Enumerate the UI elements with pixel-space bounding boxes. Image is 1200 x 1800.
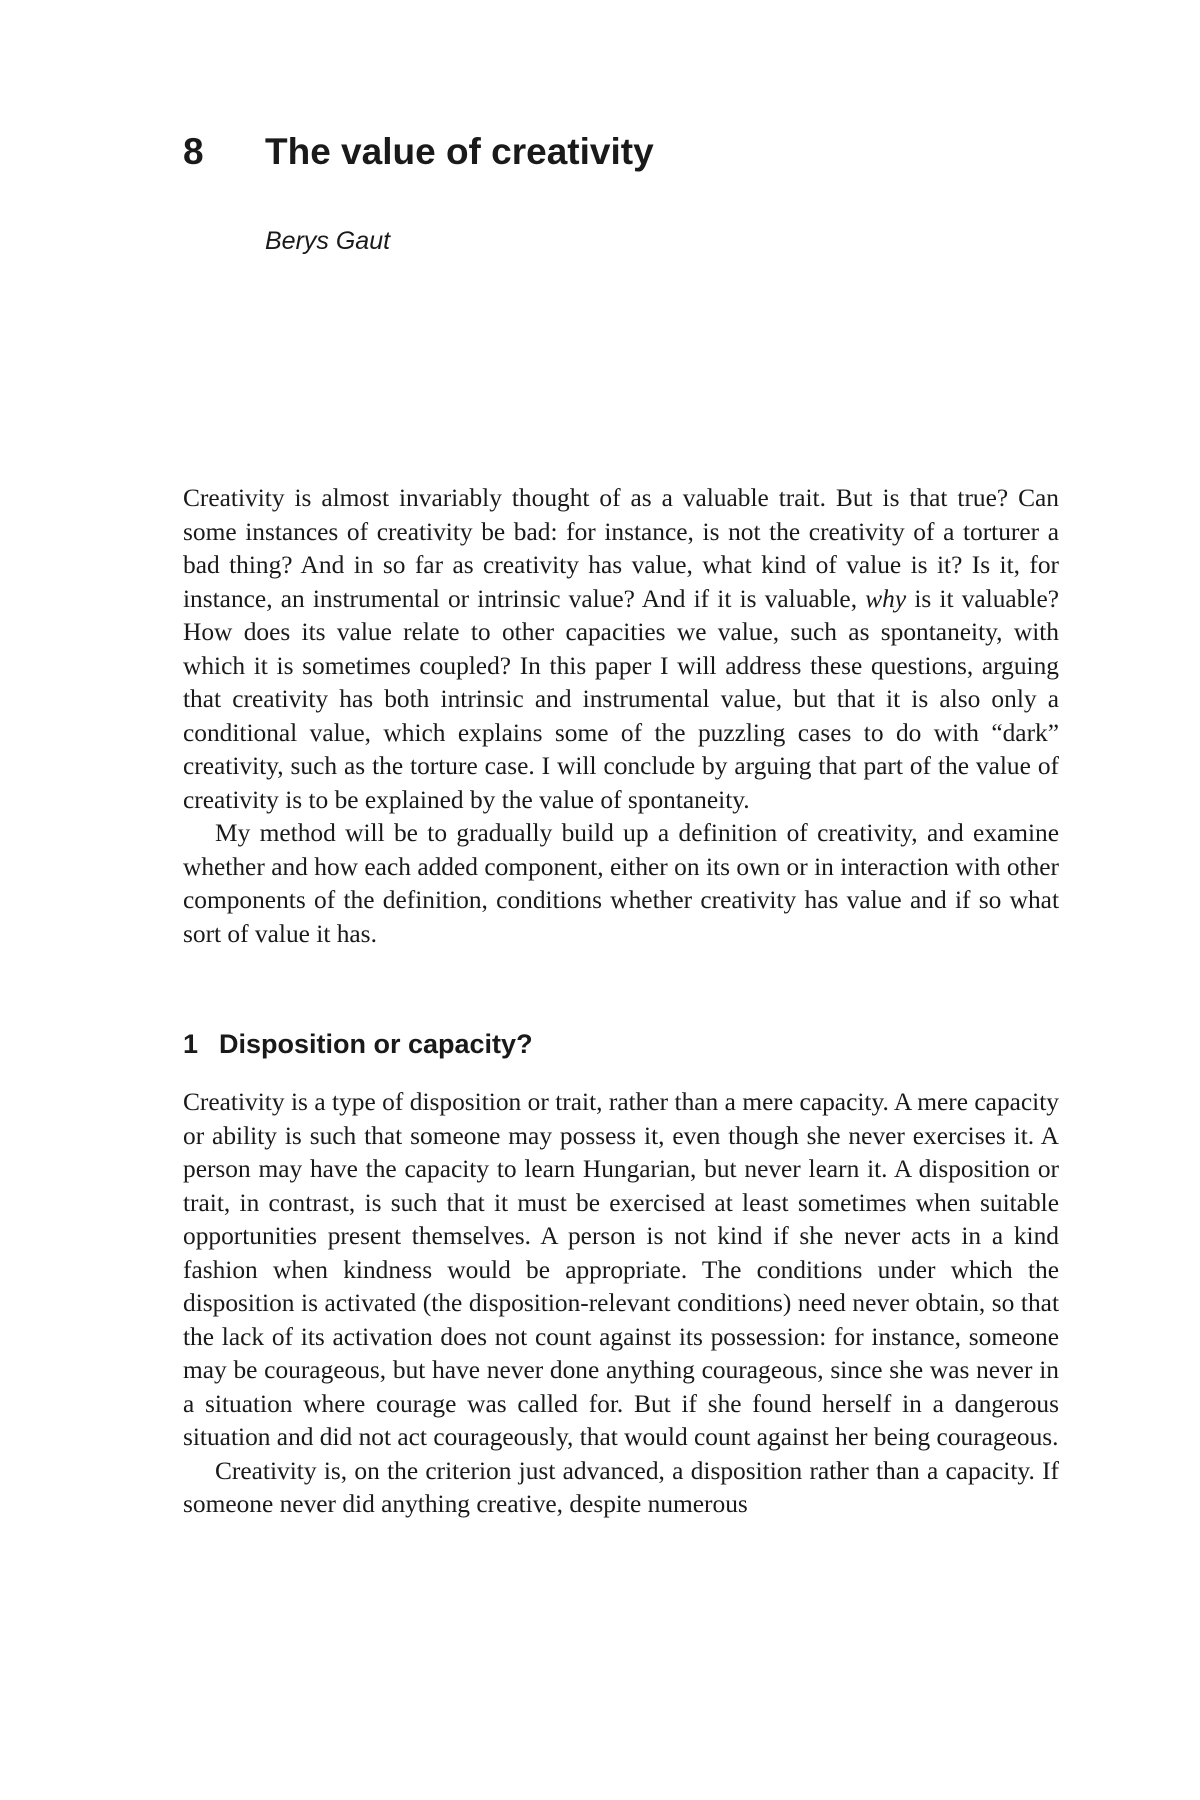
intro-text xyxy=(183,482,1059,951)
intro-paragraph-2: My method will be to gradually build up a definition of creativity, and examine whether and how each added component, either on its own or in interaction with other components of the definition, conditions whether creativity has value and if so what sort of value it has. xyxy=(183,819,1059,948)
chapter-heading xyxy=(183,130,654,174)
section-1-paragraph-2: Creativity is, on the criterion just advanced, a disposition rather than a capacity. If someone never did anything creative, despite numerous xyxy=(183,1456,1059,1518)
section-number: 1 xyxy=(183,1029,199,1059)
section-1-paragraph-1: Creativity is a type of disposition or trait, rather than a mere capacity. A mere capacity or ability is such that someone may possess it, even though she never exercises it. A person may have the capacity to learn Hungarian, but never learn it. A disposition or trait, in contrast, is such that it must be exercised at least sometimes when suitable opportunities present themselves. A person is not kind if she never acts in a kind fashion when kindness would be appropriate. The conditions under which the disposition is activated (the disposition-relevant conditions) need never obtain, so that the lack of its activation does not count against its possession: for instance, someone may be courageous, but have never done anything courageous, since she was never in a situation where courage was called for. But if she found herself in a dangerous situation and did not act courageously, that would count against her being courageous. xyxy=(183,1088,1059,1451)
author-name: Berys Gaut xyxy=(265,227,391,255)
section-title: Disposition or capacity? xyxy=(219,1029,533,1059)
intro-paragraph-1: Creativity is almost invariably thought of as a valuable trait. But is that true? Can some instances of creativity be bad: for instance, is not the creativity of a torturer a bad thing? And in so far as creativity has value, what kind of value is it? Is it, for instance, an instrumental or intrinsic value? And if it is valuable, why is it valuable? How does its value relate to other capacities we value, such as spontaneity, with which it is sometimes coupled? In this paper I will address these questions, arguing that creativity has both intrinsic and instrumental value, but that it is also only a conditional value, which explains some of the puzzling cases to do with “dark” creativity, such as the torture case. I will conclude by arguing that part of the value of creativity is to be explained by the value of spontaneity. xyxy=(183,484,1059,814)
section-1-text xyxy=(183,1086,1059,1522)
section-heading xyxy=(183,1027,533,1061)
emphasis-why: why xyxy=(865,584,907,613)
chapter-number: 8 xyxy=(183,131,204,172)
chapter-title: The value of creativity xyxy=(265,131,654,172)
